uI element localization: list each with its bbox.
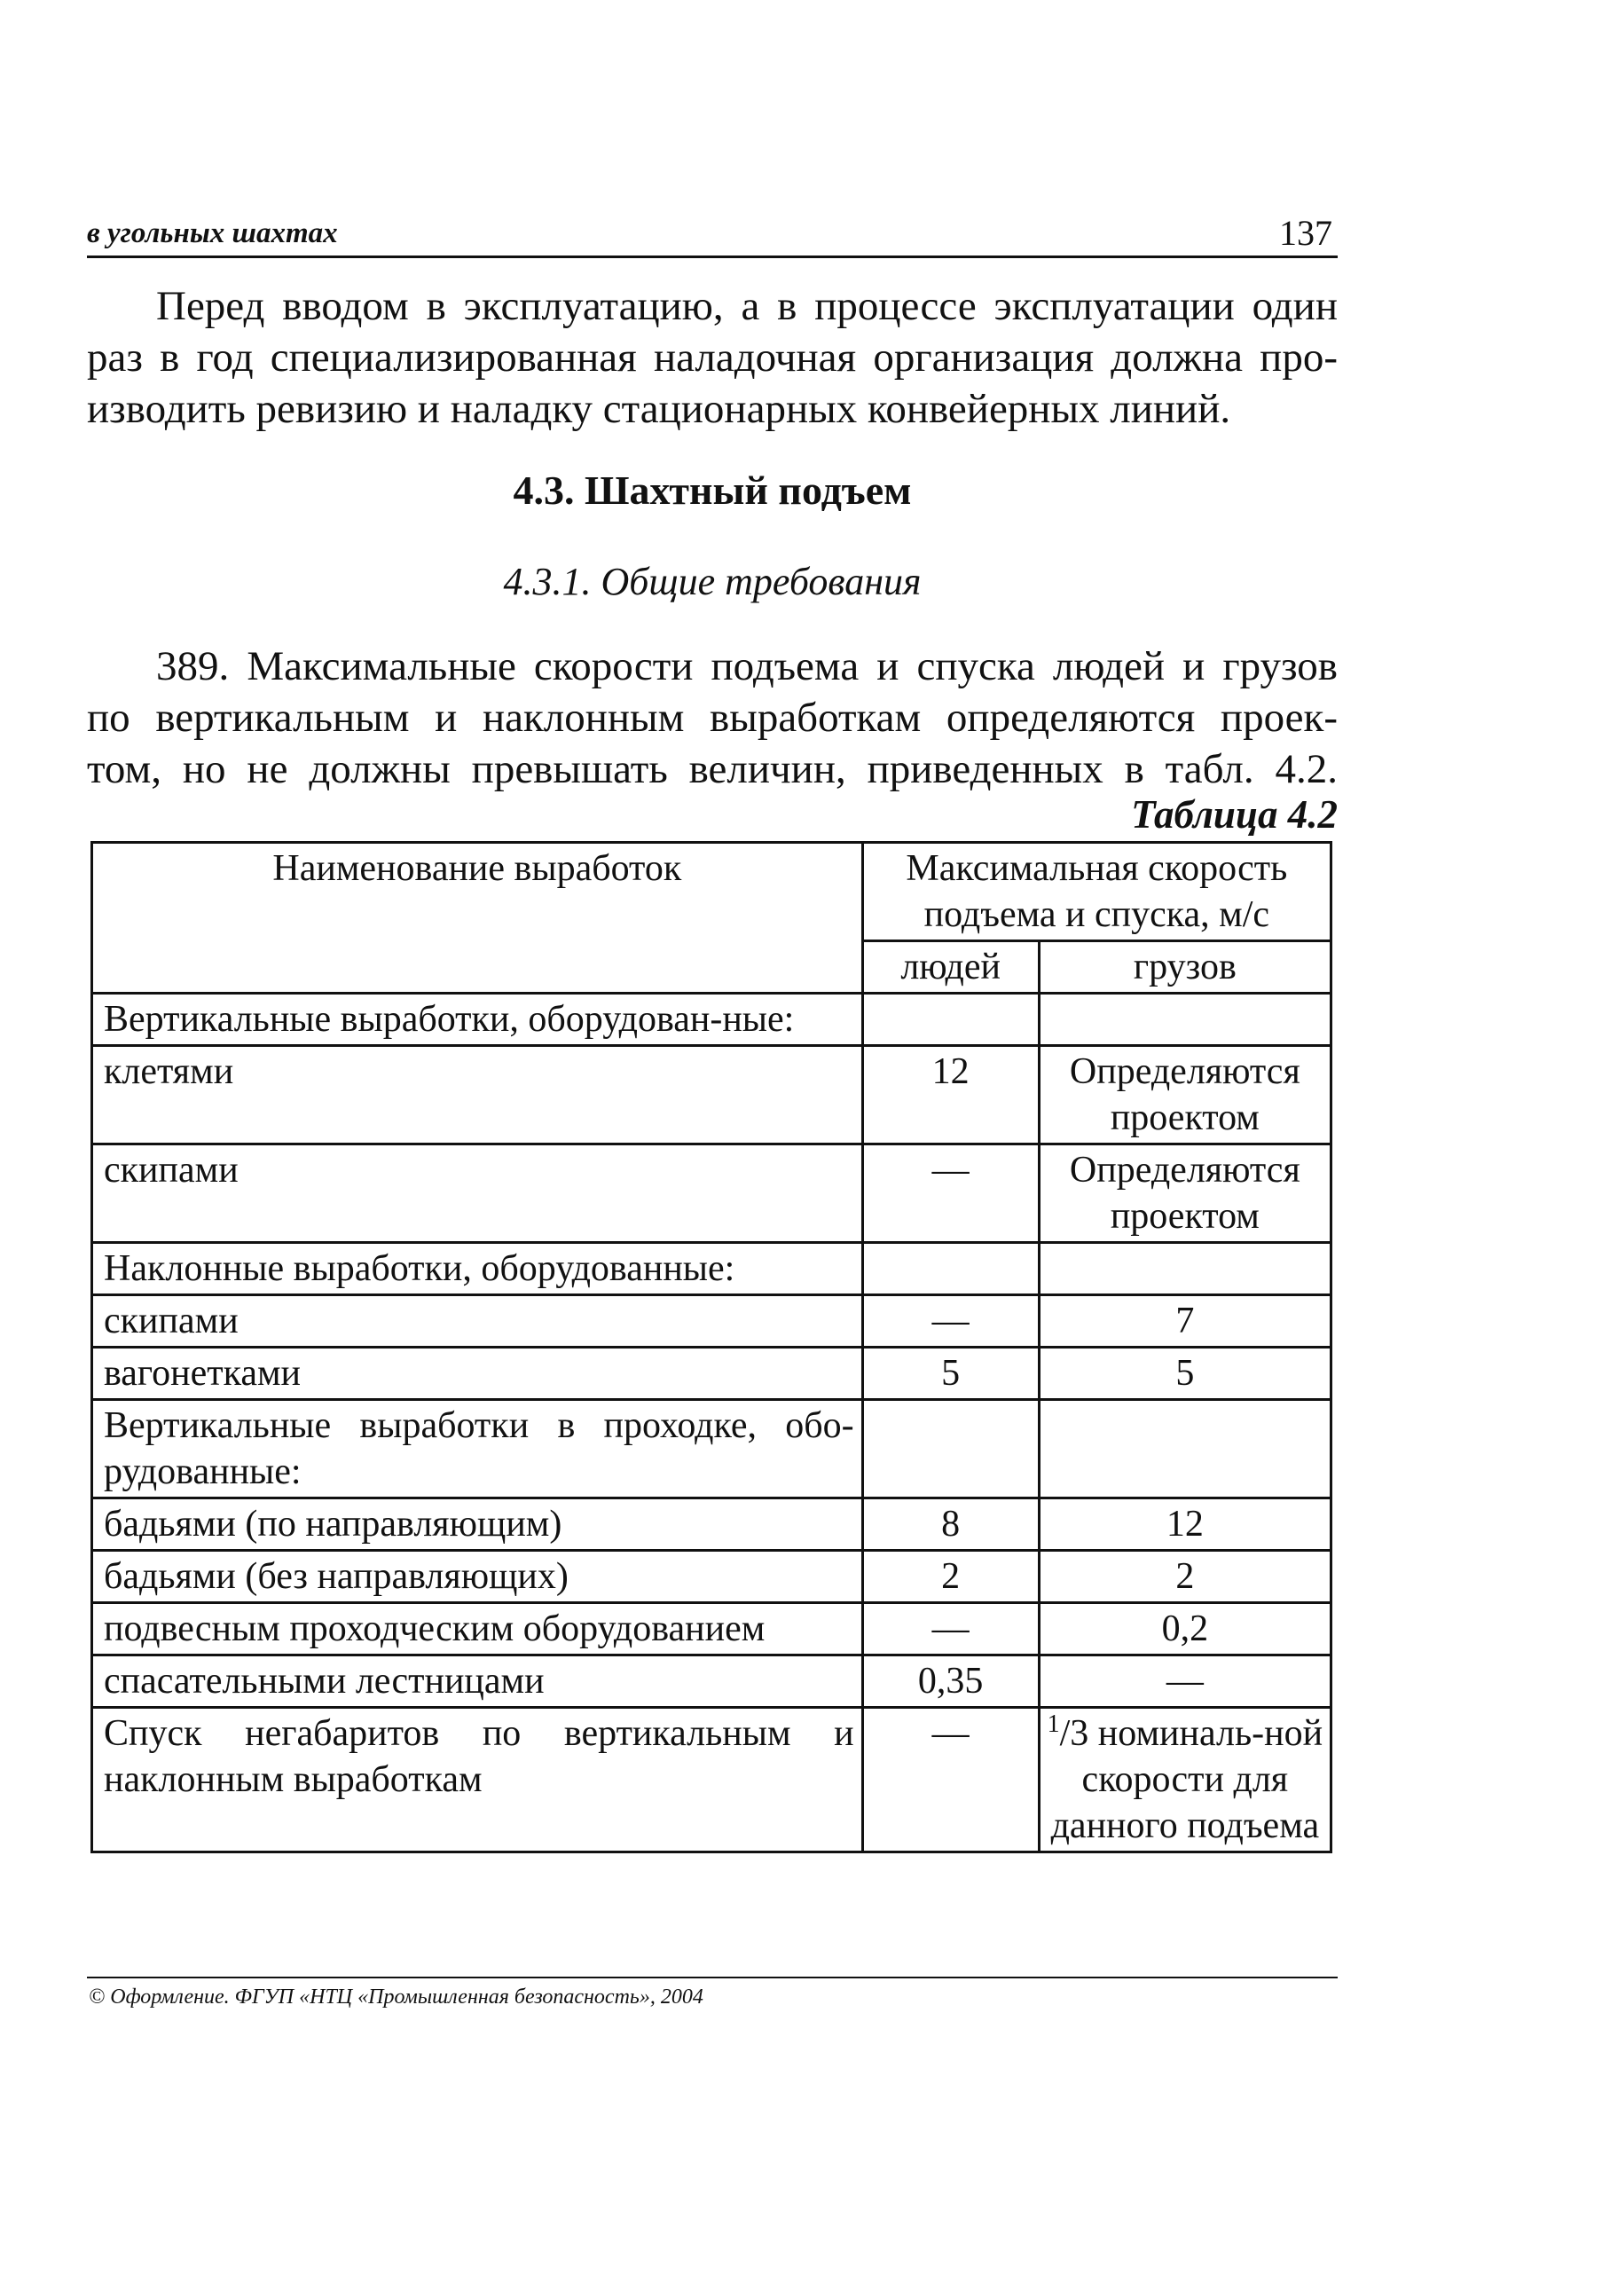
paragraph-line: изводить ревизию и наладку стационарных конвейерных линий.	[87, 386, 1231, 432]
row-people	[862, 994, 1039, 1046]
fraction-denominator: /3	[1059, 1713, 1089, 1754]
table-row	[92, 1295, 1331, 1348]
paragraph-line: том, но не должны превышать величин, приведенных в табл. 4.2.	[87, 746, 1338, 792]
header-workings-name: Наименование выработок	[92, 843, 863, 994]
speed-limits-table	[90, 841, 1332, 1853]
table-row	[92, 1400, 1331, 1498]
row-name: скипами	[92, 1144, 863, 1243]
row-name: бадьями (по направляющим)	[92, 1498, 863, 1551]
table-row	[92, 994, 1331, 1046]
row-name: подвесным проходческим оборудованием	[92, 1603, 863, 1655]
table-row	[92, 1498, 1331, 1551]
row-name: клетями	[92, 1046, 863, 1144]
row-name: Наклонные выработки, оборудованные:	[92, 1243, 863, 1295]
header-people: людей	[862, 941, 1039, 994]
paragraph-line: 389. Максимальные скорости подъема и спуска людей и грузов	[156, 643, 1338, 689]
table-caption: Таблица 4.2	[1131, 792, 1338, 837]
header-cargo: грузов	[1039, 941, 1331, 994]
running-header	[87, 209, 1338, 258]
row-name: Спуск негабаритов по вертикальным и наклонным выработкам	[92, 1708, 863, 1852]
row-people: —	[862, 1295, 1039, 1348]
row-people	[862, 1243, 1039, 1295]
row-cargo: 5	[1039, 1348, 1331, 1400]
header-max-speed: Максимальная скорость подъема и спуска, м/с	[862, 843, 1331, 941]
row-cargo	[1039, 994, 1331, 1046]
row-people: 8	[862, 1498, 1039, 1551]
row-cargo	[1039, 1243, 1331, 1295]
table-row	[92, 1603, 1331, 1655]
subsection-title: 4.3.1. Общие требования	[503, 560, 922, 603]
clause-389-paragraph	[87, 641, 1338, 795]
table-row	[92, 1348, 1331, 1400]
row-name: Вертикальные выработки в проходке, обо-рудованные:	[92, 1400, 863, 1498]
table-row	[92, 1655, 1331, 1708]
row-cargo: —	[1039, 1655, 1331, 1708]
row-people	[862, 1400, 1039, 1498]
row-people: —	[862, 1708, 1039, 1852]
row-people: —	[862, 1144, 1039, 1243]
fraction-numerator: 1	[1047, 1710, 1060, 1738]
table-row	[92, 1708, 1331, 1852]
running-header-title: в угольных шахтах	[87, 217, 338, 249]
intro-paragraph	[87, 280, 1338, 435]
row-people: 2	[862, 1551, 1039, 1603]
row-name: вагонетками	[92, 1348, 863, 1400]
row-name: спасательными лестницами	[92, 1655, 863, 1708]
page-number: 137	[1279, 213, 1332, 253]
row-people: —	[862, 1603, 1039, 1655]
paragraph-line: раз в год специализированная наладочная организация должна про-	[87, 334, 1338, 381]
row-cargo: 0,2	[1039, 1603, 1331, 1655]
copyright-footer: © Оформление. ФГУП «НТЦ «Промышленная безопасность», 2004	[89, 1985, 703, 2009]
table-row	[92, 1243, 1331, 1295]
row-cargo: Определяются проектом	[1039, 1046, 1331, 1144]
row-cargo: 2	[1039, 1551, 1331, 1603]
row-people: 12	[862, 1046, 1039, 1144]
table-row	[92, 1551, 1331, 1603]
row-cargo	[1039, 1708, 1331, 1852]
section-title: 4.3. Шахтный подъем	[513, 468, 912, 513]
table-row	[92, 1144, 1331, 1243]
row-people: 0,35	[862, 1655, 1039, 1708]
paragraph-line: по вертикальным и наклонным выработкам определяются проек-	[87, 695, 1338, 741]
row-cargo-text: номиналь-ной скорости для данного подъема	[1050, 1713, 1323, 1846]
row-people: 5	[862, 1348, 1039, 1400]
row-cargo: 12	[1039, 1498, 1331, 1551]
paragraph-line: Перед вводом в эксплуатацию, а в процессе эксплуатации один	[156, 283, 1338, 329]
table-row	[92, 1046, 1331, 1144]
row-name: скипами	[92, 1295, 863, 1348]
row-cargo: Определяются проектом	[1039, 1144, 1331, 1243]
row-cargo: 7	[1039, 1295, 1331, 1348]
row-name: Вертикальные выработки, оборудован-ные:	[92, 994, 863, 1046]
row-cargo	[1039, 1400, 1331, 1498]
table-header-row	[92, 843, 1331, 941]
footer-divider	[87, 1977, 1338, 1978]
row-name: бадьями (без направляющих)	[92, 1551, 863, 1603]
